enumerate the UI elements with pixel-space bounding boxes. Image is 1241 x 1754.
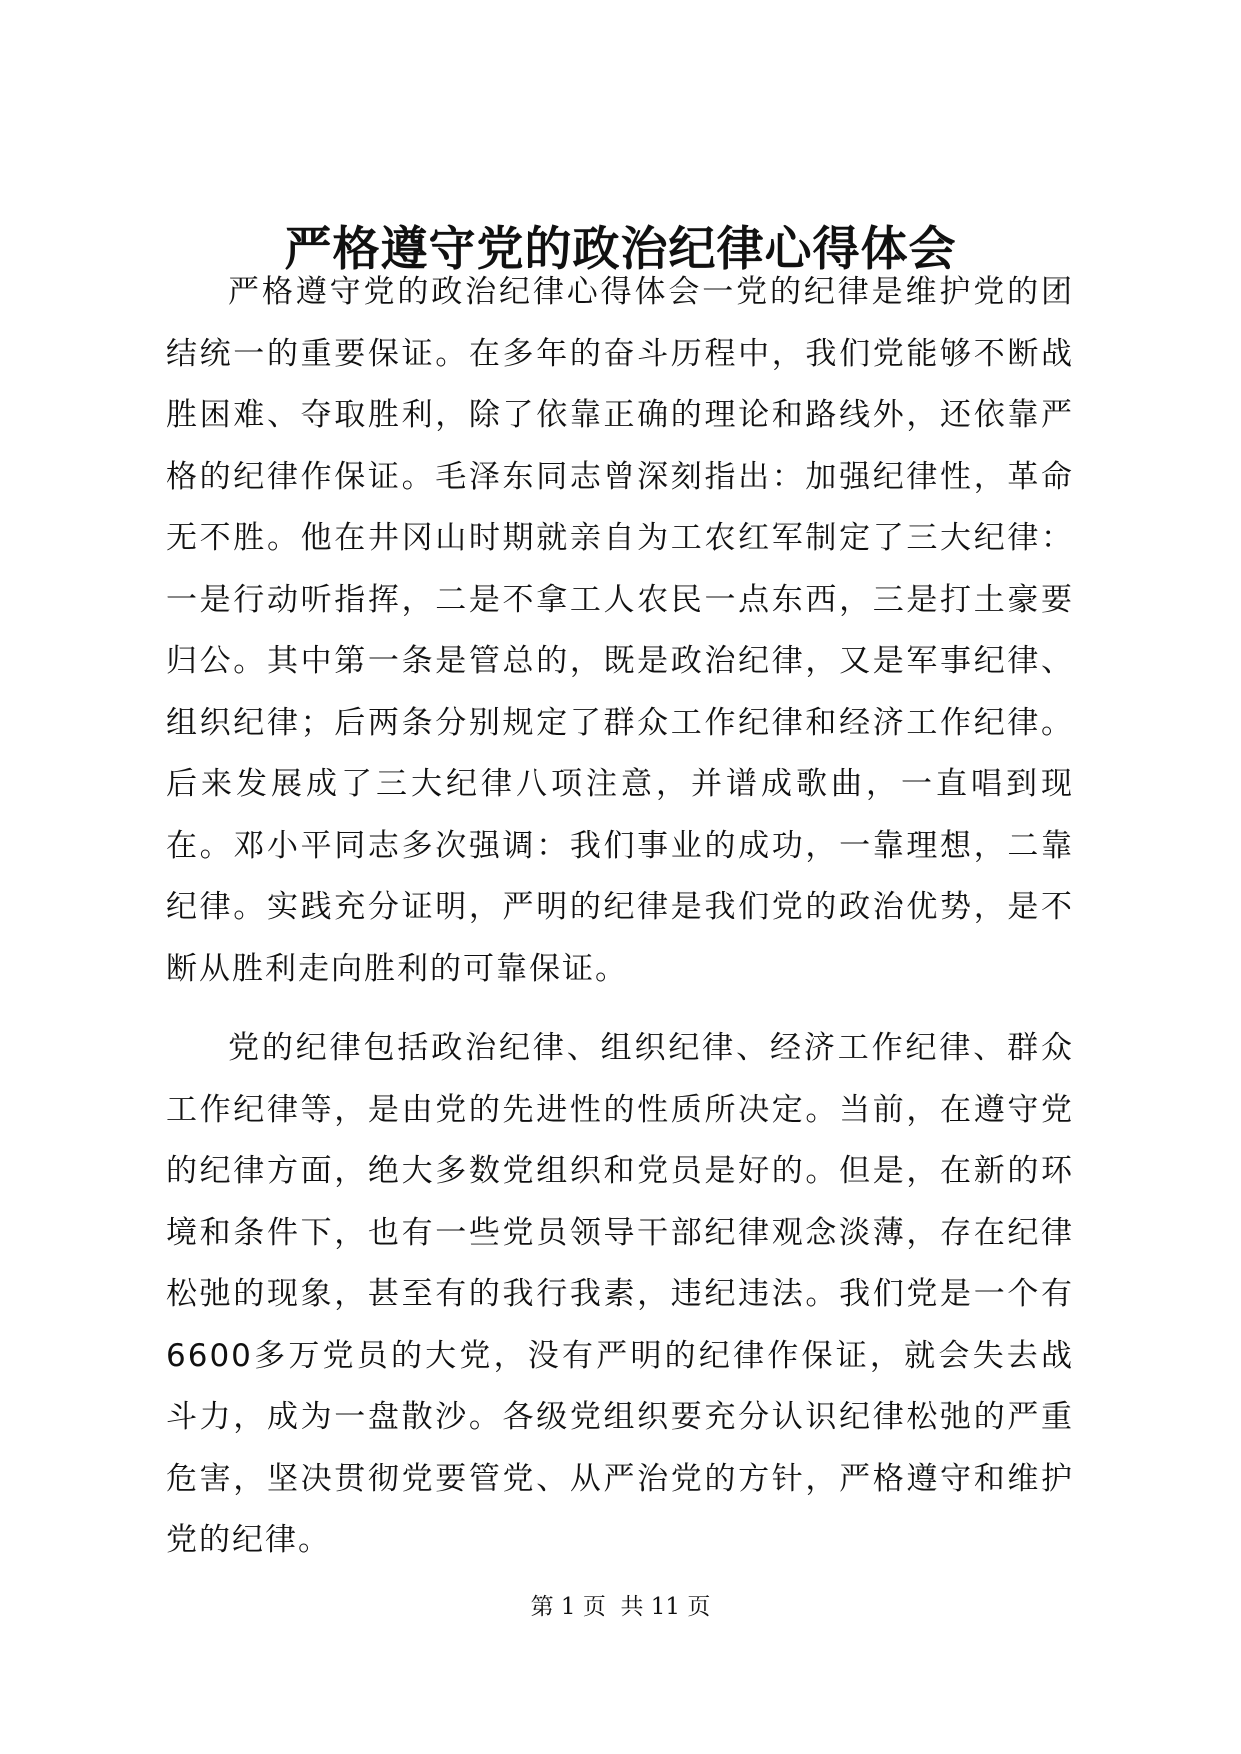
page-number: 第 1 页 共 11 页 [530,1594,711,1620]
page-footer [0,1592,1241,1622]
paragraph: 严格遵守党的政治纪律心得体会一党的纪律是维护党的团结统一的重要保证。在多年的奋斗历程中，我们党能够不断战胜困难、夺取胜利，除了依靠正确的理论和路线外，还依靠严格的纪律作保证。毛泽东同志曾深刻指出：加强纪律性，革命无不胜。他在井冈山时期就亲自为工农红军制定了三大纪律：一是行动听指挥，二是不拿工人农民一点东西，三是打土豪要归公。其中第一条是管总的，既是政治纪律，又是军事纪律、组织纪律；后两条分别规定了群众工作纪律和经济工作纪律。后来发展成了三大纪律八项注意，并谱成歌曲，一直唱到现在。邓小平同志多次强调：我们事业的成功，一靠理想，二靠纪律。实践充分证明，严明的纪律是我们党的政治优势，是不断从胜利走向胜利的可靠保证。 [166,274,1074,987]
paragraph: 党的纪律包括政治纪律、组织纪律、经济工作纪律、群众工作纪律等，是由党的先进性的性质所决定。当前，在遵守党的纪律方面，绝大多数党组织和党员是好的。但是，在新的环境和条件下，也有一些党员领导干部纪律观念淡薄，存在纪律松弛的现象，甚至有的我行我素，违纪违法。我们党是一个有6600多万党员的大党，没有严明的纪律作保证，就会失去战斗力，成为一盘散沙。各级党组织要充分认识纪律松弛的严重危害，坚决贯彻党要管党、从严治党的方针，严格遵守和维护党的纪律。 [166,1030,1074,1558]
document-title: 严格遵守党的政治纪律心得体会 [284,222,957,277]
document-body [166,262,1074,1572]
